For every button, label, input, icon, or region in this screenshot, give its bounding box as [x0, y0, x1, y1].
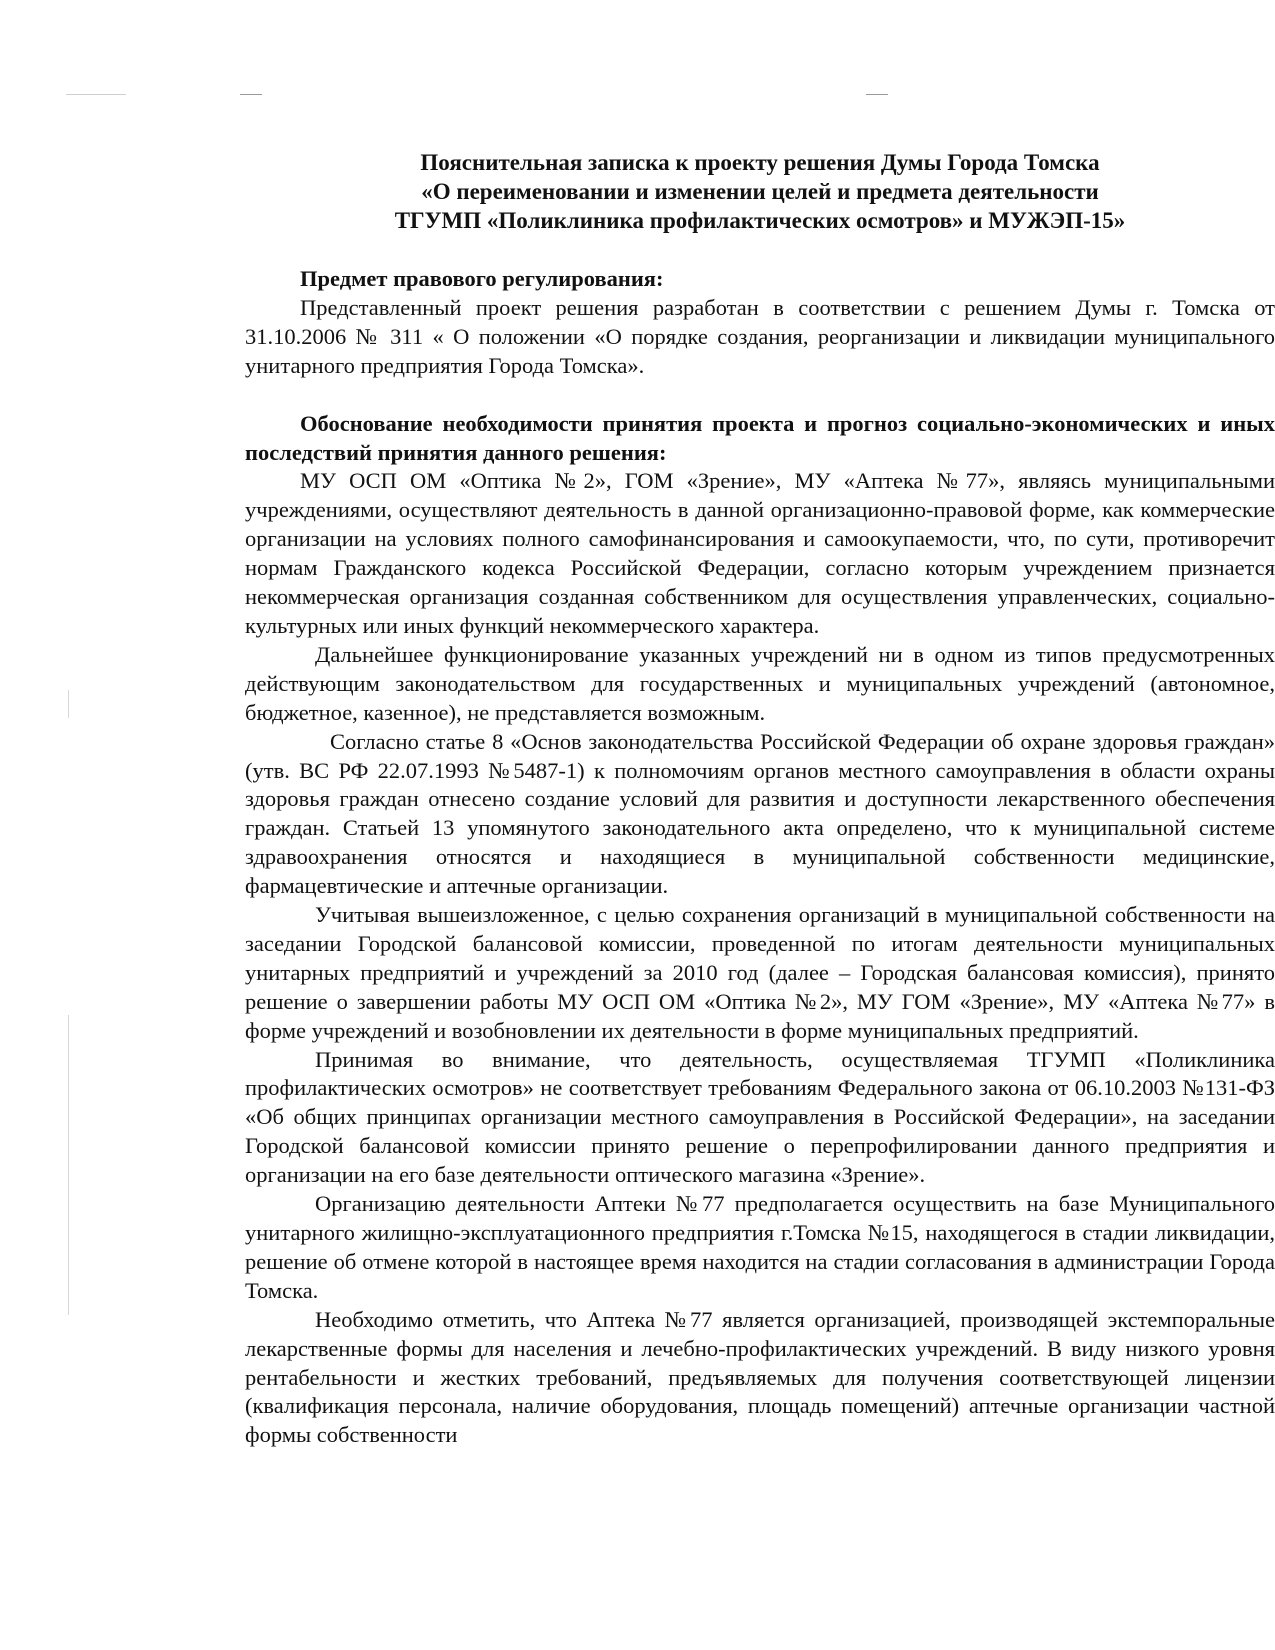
section-heading-regulation: Предмет правового регулирования:	[300, 266, 664, 291]
scan-artifact	[68, 1015, 69, 1315]
title-line-1: Пояснительная записка к проекту решения Думы Города Томска	[420, 150, 1100, 175]
paragraph-6: Организацию деятельности Аптеки №77 предполагается осуществить на базе Муниципального унитарного жилищно-эксплуатационного предприятия г.Томска №15, находящегося в стадии ликвидации, решение об отмене которой в настоящее время находится на стадии согласования в администрации Города Томска.	[245, 1191, 1275, 1303]
scan-artifact	[68, 690, 69, 718]
scan-artifact	[66, 94, 126, 95]
document-body	[245, 265, 1275, 1450]
title-line-2: «О переименовании и изменении целей и предмета деятельности	[421, 179, 1099, 204]
paragraph-2: Дальнейшее функционирование указанных учреждений ни в одном из типов предусмотренных действующим законодательством для государственных и муниципальных учреждений (автономное, бюджетное, казенное), не представляется возможным.	[245, 641, 1275, 725]
section-heading-justification: Обоснование необходимости принятия проекта и прогноз социально-экономических и иных последствий принятия данного решения:	[245, 410, 1275, 465]
paragraph-regulation: Представленный проект решения разработан в соответствии с решением Думы г. Томска от 31.10.2006 № 311 « О положении «О порядке создания, реорганизации и ликвидации муниципального унитарного предприятия Города Томска».	[245, 294, 1275, 378]
paragraph-4: Учитывая вышеизложенное, с целью сохранения организаций в муниципальной собственности на заседании Городской балансовой комиссии, проведенной по итогам деятельности муниципальных унитарных предприятий и учреждений за 2010 год (далее – Городская балансовая комиссия), принято решение о завершении работы МУ ОСП ОМ «Оптика №2», МУ ГОМ «Зрение», МУ «Аптека №77» в форме учреждений и возобновлении их деятельности в форме муниципальных предприятий.	[245, 902, 1275, 1043]
paragraph-gap	[245, 381, 1275, 410]
title-line-3: ТГУМП «Поликлиника профилактических осмотров» и МУЖЭП-15»	[394, 208, 1126, 233]
document-title	[245, 148, 1275, 235]
scan-artifact	[866, 94, 888, 95]
scan-artifact	[240, 94, 262, 95]
paragraph-5: Принимая во внимание, что деятельность, осуществляемая ТГУМП «Поликлиника профилактических осмотров» не соответствует требованиям Федерального закона от 06.10.2003 №131-ФЗ «Об общих принципах организации местного самоуправления в Российской Федерации», на заседании Городской балансовой комиссии принято решение о перепрофилировании данного предприятия и организации на его базе деятельности оптического магазина «Зрение».	[245, 1046, 1275, 1188]
paragraph-7: Необходимо отметить, что Аптека №77 является организацией, производящей экстемпоральные лекарственные формы для населения и лечебно-профилактических учреждений. В виду низкого уровня рентабельности и жестких требований, предъявляемых для получения соответствующей лицензии (квалификация персонала, наличие оборудования, площадь помещений) аптечные организации частной формы собственности	[245, 1306, 1275, 1448]
paragraph-1: МУ ОСП ОМ «Оптика №2», ГОМ «Зрение», МУ «Аптека №77», являясь муниципальными учреждениями, осуществляют деятельность в данной организационно-правовой форме, как коммерческие организации на условиях полного самофинансирования и самоокупаемости, что, по сути, противоречит нормам Гражданского кодекса Российской Федерации, согласно которым учреждением признается некоммерческая организация созданная собственником для осуществления управленческих, социально-культурных или иных функций некоммерческого характера.	[245, 468, 1275, 638]
paragraph-3: Согласно статье 8 «Основ законодательства Российской Федерации об охране здоровья граждан» (утв. ВС РФ 22.07.1993 №5487-1) к полномочиям органов местного самоуправления в области охраны здоровья граждан отнесено создание условий для развития и доступности лекарственного обеспечения граждан. Статьей 13 упомянутого законодательного акта определено, что к муниципальной системе здравоохранения относятся и находящиеся в муниципальной собственности медицинские, фармацевтические и аптечные организации.	[245, 728, 1275, 899]
